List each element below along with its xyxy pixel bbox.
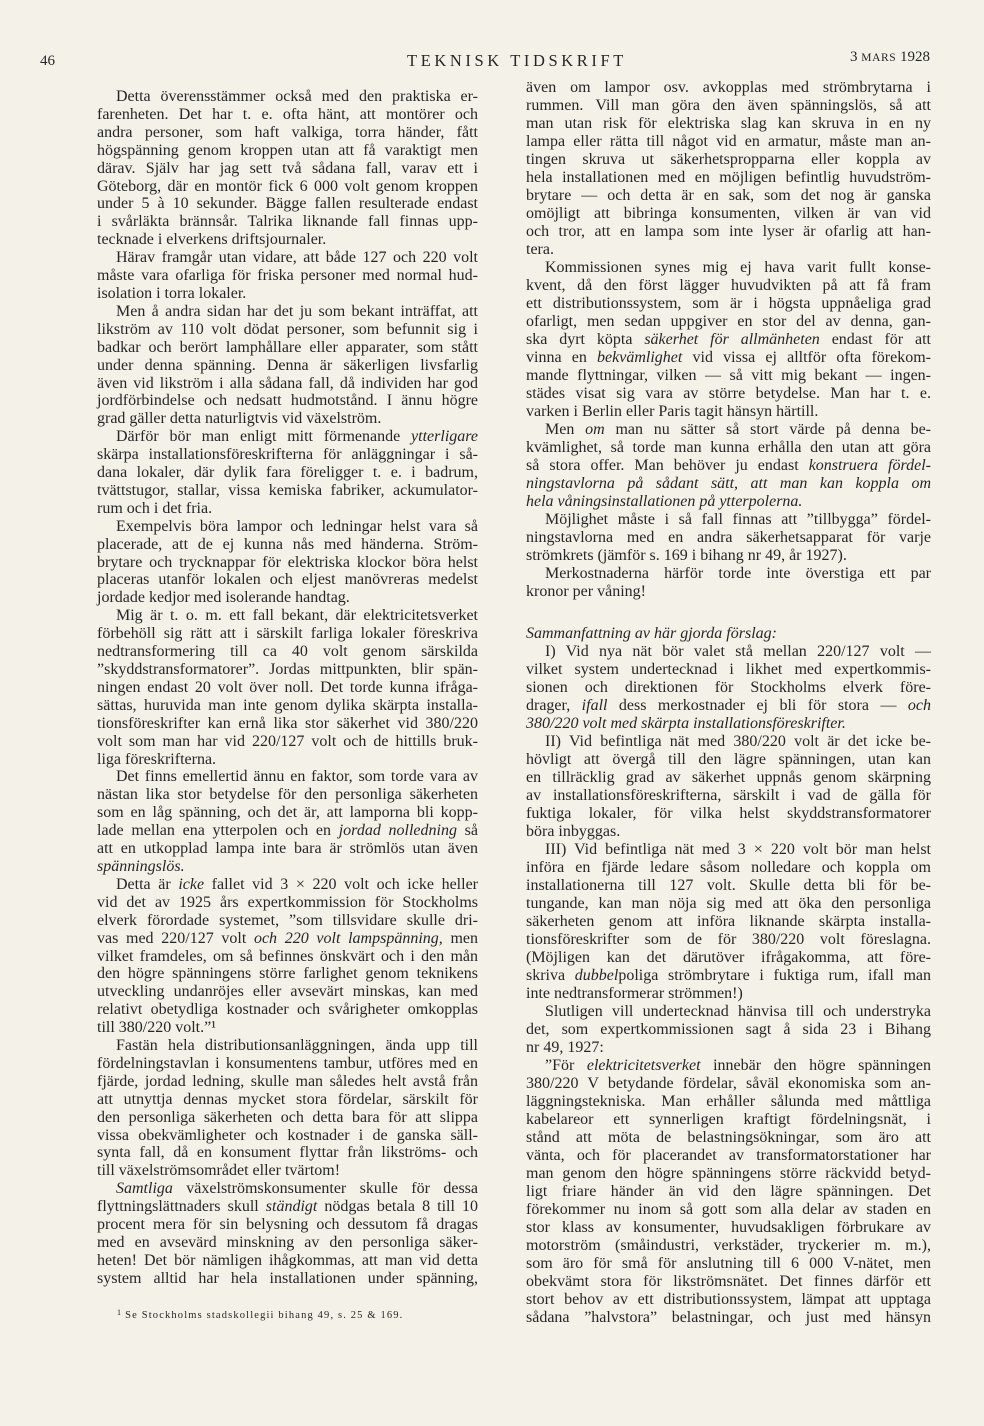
text-line: obekvämt stora för likströmsnätet. Det finnes därför ett <box>526 1273 931 1290</box>
text-line: sådana ”halvstora” belastningar, och just med hänsyn <box>526 1309 931 1326</box>
text-line <box>526 475 931 493</box>
text-line: isolation i torra lokaler. <box>97 284 247 302</box>
text-line: som en låg spänning, och det är, att lamporna bli kopp- <box>97 804 478 822</box>
text-line: elverk förordade systemet, ”som tillsvidare skulle dri- <box>97 911 478 929</box>
issue-date-year: 1928 <box>900 49 930 65</box>
text-line: volt som man har vid 220/127 volt och de hittills bruk- <box>97 732 478 750</box>
text-line: mande flyttningar, vilken — så vitt mig bekant — ingen- <box>526 367 931 384</box>
text-line: varken i Berlin eller Paris tagit hänsyn härtill. <box>526 403 819 420</box>
roman-text: man nu sätter så stort värde på denna be- <box>604 421 932 438</box>
text-line <box>526 715 931 733</box>
text-line: system alltid har hela installationen under spänning, <box>97 1269 478 1287</box>
paragraph <box>526 643 931 733</box>
roman-text: drager, <box>526 697 582 714</box>
italic-text: konstruera fördel- <box>808 457 931 474</box>
text-line: sionen och direktionen för Stockholms elverk före- <box>526 679 931 696</box>
text-line: jordade kedjor med isolerande handtag. <box>97 589 350 607</box>
italic-text: säkerhet för allmänheten <box>644 331 820 348</box>
roman-text: Detta är <box>116 875 179 893</box>
text-line: den högre spänningens större farlighet genom teknikens <box>97 965 478 983</box>
paragraph <box>97 88 478 249</box>
text-line: jordförbindelse och nedsatt hudmotstånd. I ännu högre <box>97 392 478 410</box>
text-line <box>526 625 931 643</box>
text-line: placerade, att de ej kunna nås med händerna. Ström- <box>97 535 478 553</box>
text-line: Merkostnaderna härför torde inte överstiga ett par <box>545 565 931 582</box>
text-line <box>526 967 931 985</box>
text-line: Det finns emellertid ännu en faktor, som torde vara av <box>116 768 478 786</box>
text-line: fjärde, jordad ledning, skulle man således helt avstå från <box>97 1072 478 1090</box>
text-line: av installationsföreskrifterna, särskilt i vad de gälla för <box>526 787 931 804</box>
text-line: rummen. Vill man göra den även spänningslös, så att <box>526 97 931 114</box>
italic-text: ifall <box>581 697 608 714</box>
italic-text: och <box>907 697 932 714</box>
roman-text: men <box>442 929 479 947</box>
paragraph <box>97 1180 478 1287</box>
roman-text: så <box>456 822 479 840</box>
text-line: nedtransformering till ca 40 volt genom särskilda <box>97 643 478 661</box>
text-line <box>97 1198 478 1216</box>
text-line: tecknade i elverkens driftsjournaler. <box>97 231 327 249</box>
italic-text: Sammanfattning av här gjorda förslag: <box>526 625 777 642</box>
text-line: 380/220 V betydande fördelar, såväl ekonomiska som an- <box>526 1075 931 1092</box>
text-line: andra personer, som haft valkiga, torra händer, fått <box>97 123 478 141</box>
roman-text: lade mellan ena ytterpolen och en <box>97 822 339 840</box>
footnote-marker: 1 <box>117 1308 123 1317</box>
italic-text: dubbel <box>574 967 619 984</box>
text-line: nr 49, 1927: <box>526 1039 604 1056</box>
paragraph <box>526 841 931 1003</box>
roman-text: vas med 220/127 volt <box>97 929 254 947</box>
text-line: utveckling undanröjes eller avsevärt minskas, kan med <box>97 983 478 1001</box>
paragraph <box>526 1003 931 1057</box>
roman-text: växelströmskonsumenter skulle för dessa <box>172 1180 478 1198</box>
text-line <box>97 822 478 840</box>
text-line <box>97 876 478 894</box>
italic-text: elektricitetsverket <box>586 1057 701 1074</box>
right-text-column <box>526 79 931 1327</box>
text-line: skärpa installationsföreskrifterna för anläggningar i så- <box>97 446 478 464</box>
roman-text: nödgas betala 8 till 10 <box>317 1198 478 1216</box>
text-line: Slutligen vill undertecknad hänvisa till och understryka <box>545 1003 931 1020</box>
paragraph <box>97 607 478 768</box>
text-line: tionsföreskrifter kan ernå lika stor säkerhet vid 380/220 <box>97 714 478 732</box>
text-line: ofarligt, men sedan uppgiver en stor del av denna, gan- <box>526 313 931 330</box>
roman-text: dess merkostnader ej bli för stora — <box>607 697 908 714</box>
text-line: kabelareor ett synnerligen kraftigt fördelningsnät, i <box>526 1111 931 1128</box>
paragraph <box>526 421 931 511</box>
paragraph <box>526 565 931 601</box>
text-line: införa en fjärde ledare såsom nolledare och koppla om <box>526 859 931 876</box>
text-line <box>526 331 931 349</box>
text-line: fuktiga lokaler, för vilka helst skyddstransformatorer <box>526 805 931 822</box>
text-line: dana lokaler, där dylik fara föreligger t. e. i badrum, <box>97 464 478 482</box>
text-line: städes visat sig vara av större betydelse. Man har t. e. <box>526 385 931 402</box>
text-line: vid det av 1925 års expertkommission för Stockholms <box>97 893 478 911</box>
paragraph <box>526 1057 931 1327</box>
text-line: stort behov av ett distributionssystem, lämpat att upptaga <box>526 1291 931 1308</box>
text-line: II) Vid befintliga nät med 380/220 volt är det icke be- <box>545 733 931 750</box>
text-line <box>526 421 931 439</box>
text-line: brytare och trycknappar för elektriska klockor böra helst <box>97 553 478 571</box>
italic-text: Samtliga <box>116 1180 173 1198</box>
text-line: vissa obekvämligheter och kostnader i de ganska säll- <box>97 1126 478 1144</box>
roman-text: så stora offer. Man behöver ju endast <box>526 457 809 474</box>
paragraph <box>526 259 931 421</box>
text-line: ningstavlorna med en andra säkerhetsapparat för varje <box>526 529 931 546</box>
text-line: ”skyddstransformatorer”. Jordas mittpunkten, blir spän- <box>97 661 478 678</box>
text-line: och tror, att en lampa som inte lyser är ofarlig att han- <box>526 223 931 240</box>
text-line: tera. <box>526 241 554 258</box>
paragraph <box>97 768 478 875</box>
text-line: vänta, och för placerandet av transformatorstationer har <box>526 1147 931 1164</box>
issue-date-day: 3 <box>850 49 858 65</box>
text-line: under 5 à 10 sekunder. Bägge fallen resulterade endast <box>97 195 478 213</box>
paragraph <box>97 876 478 1037</box>
italic-text: ningstavlorna på sådant sätt, att man kan koppla om <box>526 475 931 492</box>
text-line: under denna spänning. Denna är säkerligen livsfarlig <box>97 356 478 374</box>
text-line: omöjligt att bibringa konsumenten, vilken är van vid <box>526 205 931 222</box>
roman-text: innebär den högre spänningen <box>700 1057 931 1074</box>
page-number: 46 <box>40 53 55 69</box>
paragraph <box>97 303 478 428</box>
text-line: Härav framgår utan vidare, att både 127 och 220 volt <box>116 249 478 267</box>
roman-text: fallet vid 3 × 220 volt och icke heller <box>204 875 478 893</box>
text-line: farenheten. Det har t. e. ofta hänt, att montörer och <box>97 105 478 123</box>
text-line: Möjlighet måste i så fall finnas att ”tillbygga” fördel- <box>545 511 931 528</box>
text-line: högspänning genom kroppen utan att få varaktigt men <box>97 141 478 159</box>
text-line: böra inbyggas. <box>526 823 621 840</box>
paragraph <box>97 1037 478 1180</box>
text-line: Men å andra sidan har det ju som bekant inträffat, att <box>116 302 478 320</box>
text-line: förbehöll sig rätt att i särskilt farliga lokaler föreskriva <box>97 625 478 643</box>
paragraph <box>97 428 478 518</box>
text-line: till 380/220 volt.”¹ <box>97 1019 217 1037</box>
text-line: det, som expertkommissionen sagt å sida 23 i Bihang <box>526 1021 931 1038</box>
text-line: som äro för små för anslutning till 6 000 V-nätet, men <box>526 1255 931 1272</box>
text-line: strömkrets (jämför s. 169 i bihang nr 49, år 1927). <box>526 547 847 564</box>
text-line: installationerna till 127 volt. Skulle detta bli för be- <box>526 877 931 894</box>
text-line: nästan lika stor betydelse för den personliga säkerheten <box>97 786 478 804</box>
paragraph <box>526 79 931 259</box>
text-line: tvättstugor, stallar, vissa kemiska fabriker, ackumulator- <box>97 481 478 499</box>
text-line: därav. Själv har jag sett två sådana fall, varav ett i <box>97 159 478 177</box>
roman-text: flyttningslättnaders skull <box>97 1198 266 1216</box>
text-line: Detta överensstämmer också med den praktiska er- <box>116 88 478 105</box>
text-line: förekommer nu inom så gott som alla delar av staden en <box>526 1201 931 1218</box>
text-line: man genom den högre spänningens större räckvidd betyd- <box>526 1165 931 1182</box>
text-line: den personliga säkerheten och detta bara för att slippa <box>97 1108 478 1126</box>
text-line: sättas, huruvida man inte genom dylika skärpta installa- <box>97 696 478 714</box>
text-line: procent mera för sin belysning och dessutom få dragas <box>97 1216 478 1234</box>
text-line <box>97 1180 478 1198</box>
text-line: att utnyttja dennas mycket stora fördelar, särskilt för <box>97 1090 478 1108</box>
paragraph <box>526 733 931 841</box>
left-text-column <box>97 88 478 1288</box>
text-line: brytare — och detta är en sak, som det nog är ganska <box>526 187 931 204</box>
text-line: ligt friare händer än vid den lägre spänningen. Det <box>526 1183 931 1200</box>
text-line: relativt obetydliga kostnader och svårigheter omkopplas <box>97 1001 478 1019</box>
text-line: till växelströmsområdet eller tvärtom! <box>97 1162 341 1180</box>
section-heading <box>526 625 931 643</box>
issue-date <box>850 46 930 68</box>
text-line: (Möjligen kan det därutöver ifrågakomma, att före- <box>526 949 931 966</box>
text-line <box>526 1057 931 1075</box>
roman-text: endast för att <box>819 331 931 348</box>
text-line: Kommissionen synes mig ej hava varit fullt konse- <box>545 259 931 276</box>
italic-text: 380/220 volt med skärpta installationsföreskrifter. <box>526 715 846 732</box>
text-line: lampa eller rätta till något vid en armatur, måste man an- <box>526 133 931 150</box>
text-line <box>526 697 931 715</box>
roman-text: vinna en <box>526 349 598 366</box>
text-line: stånd att möta de belastningsökningar, som äro att <box>526 1129 931 1146</box>
italic-text: icke <box>178 875 205 893</box>
text-line: I) Vid nya nät bör valet stå mellan 220/127 volt — <box>545 643 931 660</box>
text-line: vilket framdeles, om så befinnes önskvärt och i den mån <box>97 947 478 965</box>
text-line: säkerheten genom att införa liknande skärpta installa- <box>526 913 931 930</box>
text-line: Fastän hela distributionsanläggningen, ända upp till <box>116 1037 478 1055</box>
text-line: Exempelvis böra lampor och ledningar helst vara så <box>116 517 478 535</box>
roman-text: Men <box>545 421 586 438</box>
roman-text: ska dyrt köpta <box>526 331 645 348</box>
italic-text: hela våningsinstallationen på ytterpolerna. <box>526 493 803 510</box>
text-line: i svårläkta brännsår. Talrika liknande fall finnas upp- <box>97 213 478 231</box>
text-line <box>526 493 931 511</box>
paragraph <box>97 249 478 303</box>
text-line: en tillräcklig grad av säkerhet uppnås genom skärpning <box>526 769 931 786</box>
italic-text: jordad nolledning <box>338 822 457 840</box>
paragraph <box>526 511 931 565</box>
text-line: vilket system undertecknad i likhet med expertkommis- <box>526 661 931 678</box>
text-line: stor klass av konsumenter, huvudsakligen förbrukare av <box>526 1219 931 1236</box>
journal-title: TEKNISK TIDSKRIFT <box>407 51 627 70</box>
text-line: kvent, då den först lägger huvudvikten på att få fram <box>526 277 931 294</box>
footnote-text: Se Stockholms stadskollegii bihang 49, s. 25 & 169. <box>125 1310 404 1321</box>
text-line: hela installationen med en möjligen befintlig huvudström- <box>526 169 931 186</box>
text-line: tungande, kan man nöja sig med att öka den personliga <box>526 895 931 912</box>
text-line: placeras utanför lokalen och eljest manövreras medelst <box>97 571 478 589</box>
italic-text: ständigt <box>265 1198 318 1216</box>
text-line: måste vara ofarliga för friska personer med normal hud- <box>97 267 478 285</box>
roman-text: ”För <box>545 1057 587 1074</box>
text-line: III) Vid befintliga nät med 3 × 220 volt bör man helst <box>545 841 931 858</box>
text-line: läggningstekniska. Man erhåller sålunda med måttliga <box>526 1093 931 1110</box>
text-line: heten! Det bör nämligen ihågkommas, att man vid detta <box>97 1251 478 1269</box>
italic-text: om <box>585 421 605 438</box>
text-line: motorström (småindustri, verkstäder, tryckerier m. m.), <box>526 1237 931 1254</box>
text-line: badkar och berört lamphållare eller apparater, som stått <box>97 338 478 356</box>
text-line: ett distributionssystem, som är i högsta uppnåeliga grad <box>526 295 931 312</box>
text-line: man utan risk för elektriska slag kan skruva in en ny <box>526 115 931 132</box>
text-line: Mig är t. o. m. ett fall bekant, där elektricitetsverket <box>116 607 478 625</box>
italic-text: ytterligare <box>411 428 478 446</box>
text-line <box>97 428 478 446</box>
roman-text: Därför bör man enligt mitt förmenande <box>116 428 412 446</box>
italic-text: bekvämlighet <box>597 349 683 366</box>
footnote <box>117 1305 403 1324</box>
italic-text: och 220 volt lampspänning, <box>253 929 443 947</box>
text-line: grad gäller detta naturligtvis vid växelström. <box>97 410 382 428</box>
text-line <box>526 349 931 367</box>
text-line: hövligt att övergå till den lägre spänningen, utan kan <box>526 751 931 768</box>
text-line: ningen endast 20 volt över noll. Det torde kunna ifråga- <box>97 678 478 696</box>
text-line: inte nedtransformerar strömmen!) <box>526 985 743 1002</box>
text-line: kvämlighet, så torde man kunna erhålla den utan att göra <box>526 439 931 456</box>
text-line: rum och i det fria. <box>97 499 213 517</box>
text-line <box>97 930 478 948</box>
italic-text: spänningslös. <box>97 857 185 875</box>
text-line <box>97 858 478 876</box>
text-line: även vid likström i alla sådana fall, då individen har god <box>97 374 478 392</box>
text-line: tingen skruva ut säkerhetspropparna eller koppla av <box>526 151 931 168</box>
issue-date-month: MARS <box>861 52 897 64</box>
text-line: att en utkopplad lampa inte bara är strömlös utan även <box>97 840 478 858</box>
text-line: kronor per våning! <box>526 583 646 600</box>
text-line: fördelningstavlan i konsumentens tambur, utföres med en <box>97 1054 478 1072</box>
paragraph <box>97 518 478 608</box>
text-line: liga föreskrifterna. <box>97 750 217 768</box>
text-line: även om lampor osv. avkopplas med strömbrytarna i <box>526 79 931 96</box>
text-line: tionsföreskrifter som de för 380/220 volt föreslagna. <box>526 931 931 948</box>
roman-text: poliga strömbrytare i fuktiga rum, ifall man <box>618 967 931 984</box>
text-line <box>526 457 931 475</box>
text-line: likström av 110 volt dödat personer, som befunnit sig i <box>97 320 478 338</box>
roman-text: vid vissa ej alltför ofta förekom- <box>682 349 931 366</box>
text-line: synta fall, då en konsument flyttar från likströms- och <box>97 1144 478 1162</box>
roman-text: skriva <box>526 967 575 984</box>
text-line: med en avsevärd minskning av den personliga säker- <box>97 1234 478 1251</box>
text-line: Göteborg, där en montör fick 6 000 volt genom kroppen <box>97 177 478 195</box>
